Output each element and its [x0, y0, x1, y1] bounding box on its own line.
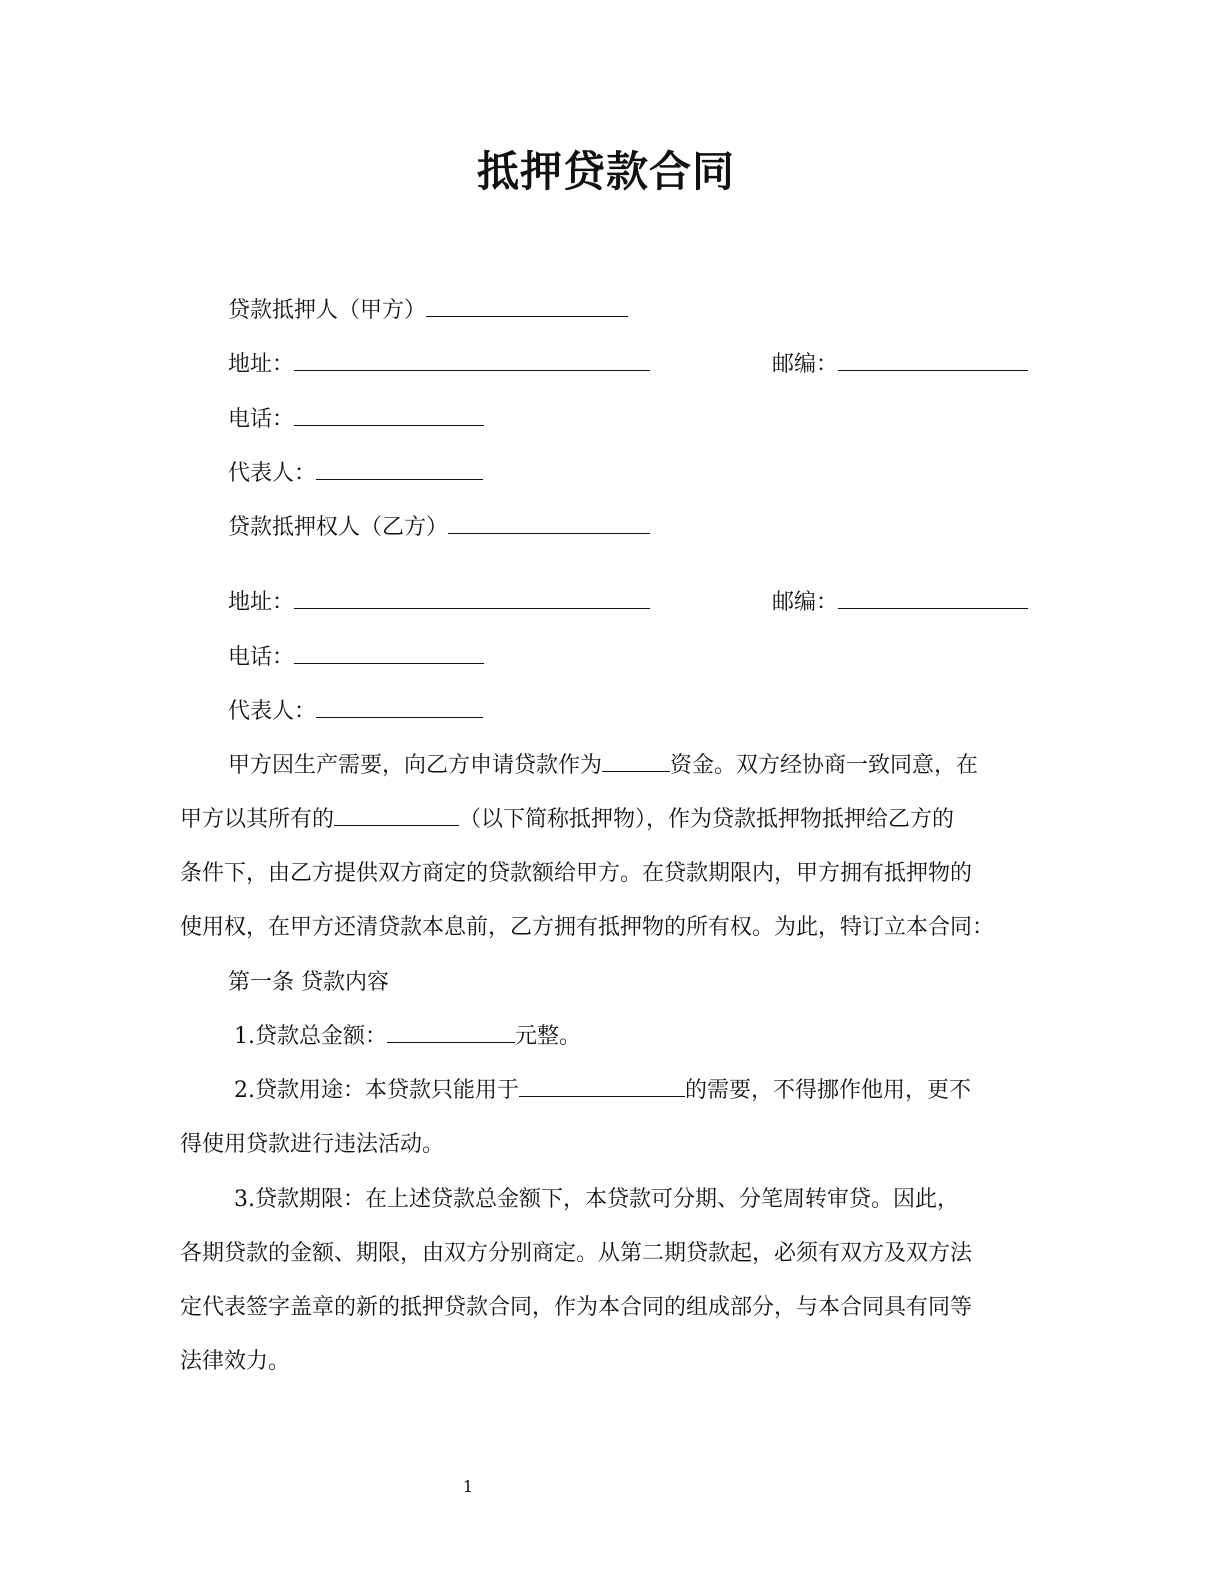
article-1-item-3-line-3: 定代表签字盖章的新的抵押贷款合同，作为本合同的组成部分，与本合同具有同等: [180, 1295, 973, 1320]
document-title: 抵押贷款合同: [476, 147, 735, 196]
article-1-item-2: [234, 1076, 971, 1106]
intro-text: 甲方因生产需要，向乙方申请贷款作为: [228, 753, 603, 778]
article-1-item-1: [234, 1022, 581, 1052]
collateral-blank[interactable]: [334, 805, 459, 826]
party-a-rep-blank[interactable]: [316, 459, 483, 480]
page-number: 1: [462, 1477, 474, 1496]
party-b-postcode-label: 邮编：: [772, 590, 839, 615]
party-a-rep-line: [228, 459, 483, 489]
party-b-rep-label: 代表人：: [228, 699, 317, 724]
party-a-address-line: [228, 350, 650, 380]
loan-amount-blank[interactable]: [387, 1022, 515, 1043]
party-b-address-line: [228, 588, 650, 618]
intro-line-1: [228, 751, 978, 781]
party-a-rep-label: 代表人：: [228, 461, 317, 486]
party-a-name-blank[interactable]: [426, 296, 628, 317]
intro-line-4: 使用权，在甲方还清贷款本息前，乙方拥有抵押物的所有权。为此，特订立本合同：: [180, 915, 995, 940]
item-text: 的需要，不得挪作他用，更不: [685, 1078, 972, 1103]
party-a-label: 贷款抵押人（甲方）: [228, 298, 427, 323]
intro-line-2: [180, 805, 954, 835]
party-b-phone-blank[interactable]: [294, 643, 484, 664]
party-b-address-blank[interactable]: [294, 588, 650, 609]
intro-text: 资金。双方经协商一致同意，在: [670, 753, 979, 778]
item-text: 1.贷款总金额：: [234, 1024, 387, 1049]
article-1-item-3-line-1: 3.贷款期限：在上述贷款总金额下，本贷款可分期、分笔周转审贷。因此，: [234, 1187, 959, 1212]
party-b-label: 贷款抵押权人（乙方）: [228, 515, 449, 540]
party-a-address-blank[interactable]: [294, 350, 650, 371]
party-b-address-label: 地址：: [228, 590, 295, 615]
party-b-name-blank[interactable]: [448, 513, 650, 534]
article-1-item-3-line-2: 各期贷款的金额、期限，由双方分别商定。从第二期贷款起，必须有双方及双方法: [180, 1241, 973, 1266]
party-a-phone-line: [228, 405, 484, 435]
article-1-heading: 第一条 贷款内容: [228, 970, 389, 995]
party-a-postcode-line: [772, 350, 1028, 380]
party-b-phone-line: [228, 643, 484, 673]
item-text: 元整。: [515, 1024, 582, 1049]
intro-text: （以下简称抵押物），作为贷款抵押物抵押给乙方的: [459, 807, 955, 832]
article-1-item-3-line-4: 法律效力。: [180, 1349, 291, 1374]
party-a-address-label: 地址：: [228, 352, 295, 377]
party-a-phone-blank[interactable]: [294, 405, 484, 426]
party-b-rep-line: [228, 697, 483, 727]
fund-type-blank[interactable]: [602, 751, 670, 772]
article-1-item-2-cont: 得使用贷款进行违法活动。: [180, 1132, 445, 1157]
party-b-phone-label: 电话：: [228, 645, 295, 670]
party-a-postcode-blank[interactable]: [838, 350, 1028, 371]
party-a-line: [228, 296, 628, 326]
intro-line-3: 条件下，由乙方提供双方商定的贷款额给甲方。在贷款期限内，甲方拥有抵押物的: [180, 861, 973, 886]
party-b-rep-blank[interactable]: [316, 697, 483, 718]
intro-text: 甲方以其所有的: [180, 807, 335, 832]
party-b-postcode-line: [772, 588, 1028, 618]
party-a-postcode-label: 邮编：: [772, 352, 839, 377]
loan-purpose-blank[interactable]: [519, 1076, 685, 1097]
party-b-postcode-blank[interactable]: [838, 588, 1028, 609]
item-text: 2.贷款用途：本贷款只能用于: [234, 1078, 519, 1103]
party-b-line: [228, 513, 650, 543]
party-a-phone-label: 电话：: [228, 407, 295, 432]
